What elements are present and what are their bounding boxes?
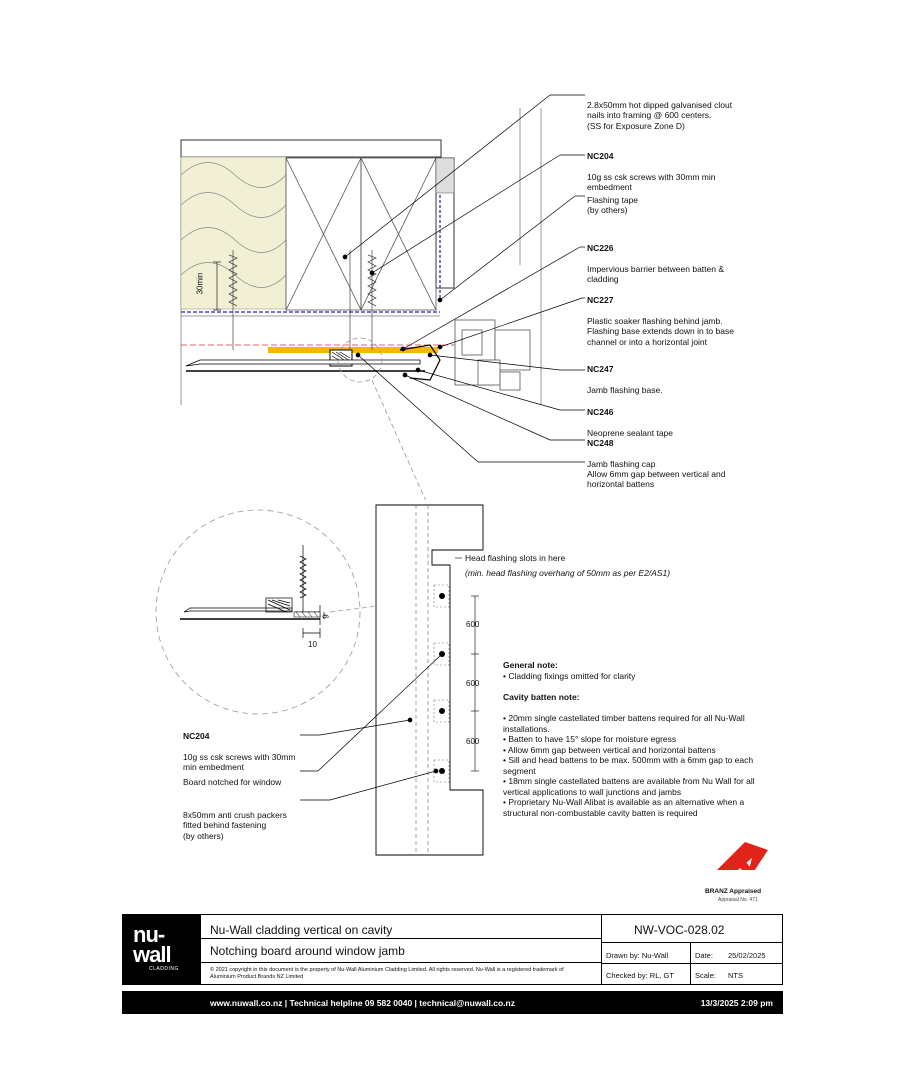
- footer-print-date: 13/3/2025 2:09 pm: [700, 998, 773, 1008]
- drawing-subtitle: Notching board around window jamb: [210, 944, 405, 958]
- head-flashing-label: Head flashing slots in here: [465, 553, 566, 563]
- left-nc204-code: NC204: [183, 730, 210, 741]
- head-flashing-note: (min. head flashing overhang of 50mm as per E2/AS1): [465, 568, 671, 578]
- callout-gap-text: Allow 6mm gap between vertical and horizontal battens: [587, 468, 726, 489]
- logo-line1: nu-: [133, 922, 165, 947]
- packers-text: 8x50mm anti crush packers fitted behind fastening (by others): [183, 809, 287, 841]
- cavity-note-item: • Sill and head battens to be max. 500mm with a 6mm gap to each segment: [503, 755, 754, 776]
- date-value: 25/02/2025: [728, 951, 766, 960]
- callout-nc204-text: 10g ss csk screws with 30mm min embedment: [587, 171, 716, 192]
- copyright-text: © 2021 copyright in this document is the property of Nu-Wall Aluminium Cladding Limited. All rights reserved. Nu-Wall is a registered trademark of Aluminium Product Brands NZ Limited: [210, 967, 564, 980]
- packers-label: [183, 799, 313, 841]
- callout-gap: [587, 458, 762, 490]
- dim-spacing-3: 600: [466, 737, 480, 746]
- footer-bar: [122, 991, 783, 1014]
- checked-by: Checked by: RL, GT: [606, 971, 674, 980]
- callout-nc226: [587, 232, 762, 285]
- dim-30min: 30min: [195, 272, 205, 295]
- left-nc204: [183, 720, 313, 773]
- date-label: Date:: [695, 951, 713, 960]
- callout-nc246-text: Neoprene sealant tape: [587, 427, 674, 438]
- title-main: [201, 915, 602, 984]
- callout-nails: [587, 89, 762, 131]
- dim-spacing-1: 600: [466, 620, 480, 629]
- logo-line2: wall: [133, 942, 171, 967]
- jamb-section-drawing: [0, 0, 905, 500]
- footer-links[interactable]: www.nuwall.co.nz | Technical helpline 09 582 0040 | technical@nuwall.co.nz: [210, 998, 515, 1008]
- branz-appraised: BRANZ Appraised: [705, 888, 762, 895]
- callout-nc248-text: Jamb flashing cap: [587, 458, 656, 469]
- callout-nc248-code: NC248: [587, 437, 614, 448]
- callout-nc227: [587, 284, 772, 347]
- drawing-title: Nu-Wall cladding vertical on cavity: [210, 923, 393, 937]
- cavity-note-title: Cavity batten note:: [503, 692, 580, 702]
- drawn-by: Drawn by: Nu-Wall: [606, 951, 669, 960]
- general-note-title: General note:: [503, 660, 558, 670]
- scale-label: Scale:: [695, 971, 716, 980]
- logo-wordmark: [133, 922, 171, 967]
- nuwall-logo: [123, 915, 201, 984]
- board-notched-label: [183, 766, 313, 787]
- callout-nc227-code: NC227: [587, 294, 614, 305]
- drawing-number: NW-VOC-028.02: [634, 923, 725, 937]
- cavity-note-item: • Allow 6mm gap between vertical and horizontal battens: [503, 744, 716, 755]
- general-note-item: • Cladding fixings omitted for clarity: [503, 671, 636, 681]
- dim-spacing-2: 600: [466, 679, 480, 688]
- callout-flashing-tape-text: Flashing tape (by others): [587, 194, 639, 215]
- cavity-note-item: • Batten to have 15° slope for moisture egress: [503, 734, 677, 744]
- callout-nc226-code: NC226: [587, 242, 614, 253]
- callout-nc226-text: Impervious barrier between batten & cladding: [587, 263, 725, 284]
- callout-flashing-tape: [587, 184, 762, 216]
- branz-appraisal-no: Appraisal No. 471: [718, 897, 758, 903]
- cavity-note-item: • Proprietary Nu-Wall Alibat is available as an alternative when a structural non-combustable cavity batten is required: [503, 797, 745, 818]
- title-block: [122, 914, 783, 985]
- callout-nc247-code: NC247: [587, 363, 614, 374]
- callout-nc247-text: Jamb flashing base.: [587, 384, 663, 395]
- left-nc204-text: 10g ss csk screws with 30mm min embedment: [183, 751, 296, 772]
- board-notched-text: Board notched for window: [183, 776, 282, 787]
- callout-nails-text: 2.8x50mm hot dipped galvanised clout nails into framing @ 600 centers. (SS for Exposure Zone D): [587, 99, 733, 131]
- dim-10: 10: [308, 640, 317, 649]
- dim-9: 9: [321, 614, 331, 619]
- cavity-note-item: • 18mm single castellated battens are available from Nu Wall for all vertical applications to wall junctions and jambs: [503, 776, 755, 797]
- title-meta: [602, 915, 783, 984]
- callout-nc246-code: NC246: [587, 406, 614, 417]
- branz-logo-mark: [702, 842, 768, 870]
- cavity-note-item: • 20mm single castellated timber battens required for all Nu-Wall installations.: [503, 713, 745, 734]
- cavity-note-list: [503, 713, 771, 818]
- callout-nc247: [587, 353, 762, 395]
- scale-value: NTS: [728, 971, 743, 980]
- logo-sub: CLADDING: [149, 966, 179, 972]
- callout-nc204-code: NC204: [587, 150, 614, 161]
- callout-nc227-text: Plastic soaker flashing behind jamb. Flashing base extends down in to base channel or into a horizontal joint: [587, 315, 734, 347]
